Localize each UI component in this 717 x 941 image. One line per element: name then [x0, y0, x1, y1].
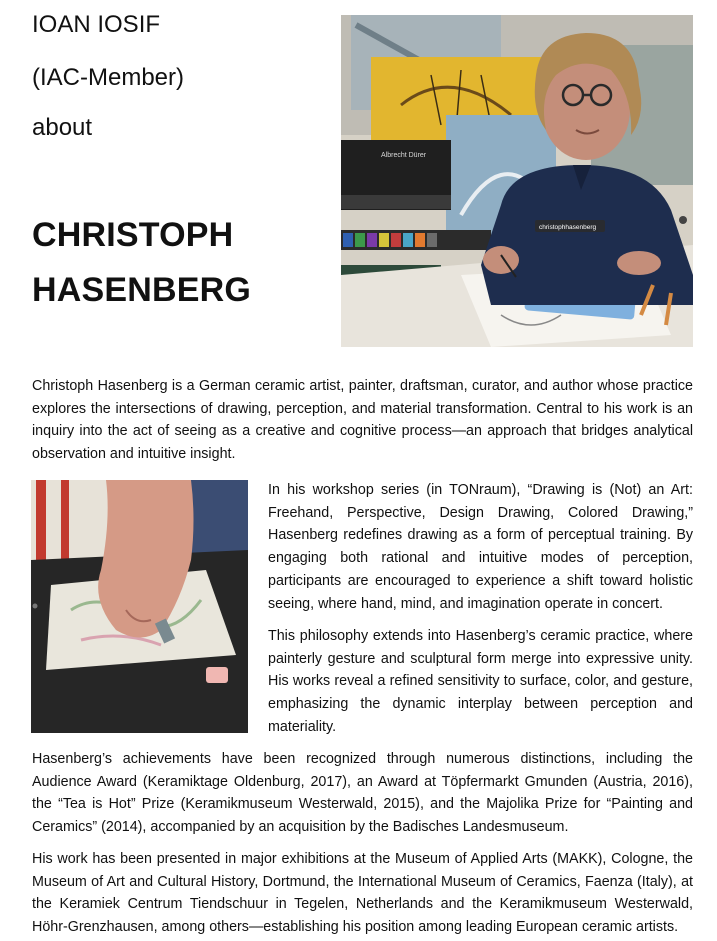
article-paragraph-exhibitions: His work has been presented in major exhibitions at the Museum of Applied Arts (MAKK), Cologne, the Museum of Art and Cultural History, Dortmund, the International Museum of Ceramics, Faenza (Italy), at the Keramiek Centrum Tiendschuur in Tegelen, Netherlands and the Keramikmuseum Westerwald, Höhr-Grenzhausen, among others—establishing his position among leading European ceramic artists.: [32, 851, 693, 936]
article-paragraph-workshop: In his workshop series (in TONraum), “Drawing is (Not) an Art: Freehand, Perspective, Design Drawing, Colored Drawing,” Hasenberg redefines drawing as a form of perceptual training. By engaging both rational and intuitive modes of perception, participants are encouraged to experience a shift toward holistic seeing, where hand, mind, and imagination operate in concert.: [268, 482, 693, 612]
subject-name-last: HASENBERG: [32, 271, 252, 309]
subject-name-first: CHRISTOPH: [32, 216, 234, 254]
box-label: Albrecht Dürer: [381, 152, 427, 159]
header-about-label: about: [32, 114, 93, 141]
article-paragraph-awards: Hasenberg’s achievements have been recognized through numerous distinctions, including the Audience Award (Keramiktage Oldenburg, 2017), an Award at Töpfermarkt Gmunden (Austria, 2016), the “Tea is Hot” Prize (Keramikmuseum Westerwald, 2015), and the Majolika Prize for “Painting and Ceramics” (2014), accompanied by an acquisition by the Badisches Landesmuseum.: [32, 751, 693, 836]
portrait-badge: christophhasenberg: [539, 224, 597, 231]
header-author-role: (IAC-Member): [32, 64, 185, 91]
article-paragraph-philosophy: This philosophy extends into Hasenberg’s ceramic practice, where painterly gesture and sculptural form merge into expressive unity. His works reveal a refined sensitivity to surface, color, and gesture, emphasizing the dynamic interplay between perception and materiality.: [268, 628, 693, 735]
article-paragraph-intro: Christoph Hasenberg is a German ceramic artist, painter, draftsman, curator, and author whose practice explores the intersections of drawing, perception, and material transformation. Central to his work is an inquiry into the act of seeing as a creative and cognitive process—an approach that bridges analytical observation and intuitive insight.: [32, 378, 693, 463]
header-author-name: IOAN IOSIF: [32, 11, 161, 38]
hands-drawing-illustration: [31, 480, 248, 733]
artist-portrait-illustration: [341, 15, 693, 347]
artist-portrait-photo: [341, 15, 693, 347]
hands-drawing-photo: [31, 480, 248, 733]
